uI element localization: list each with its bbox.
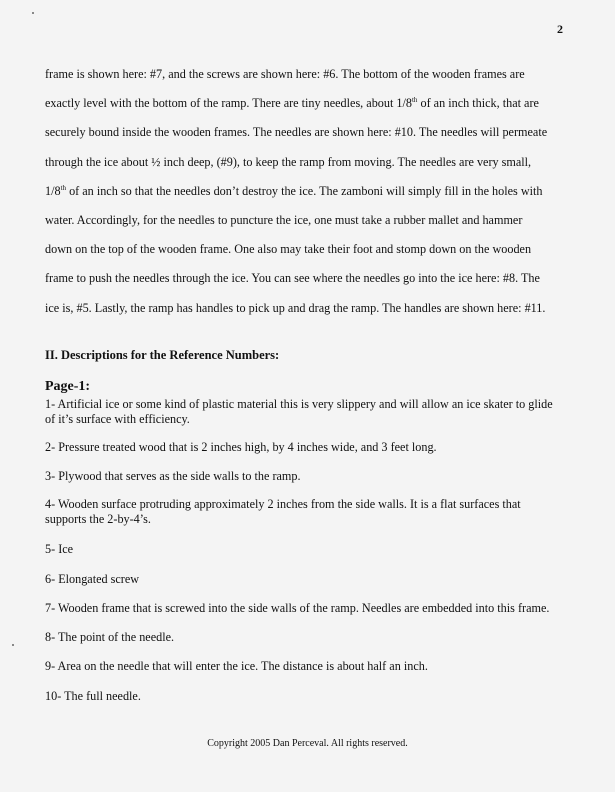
reference-item	[45, 572, 585, 587]
reference-item-line: 9- Area on the needle that will enter the ice. The distance is about half an inch.	[45, 659, 428, 673]
paragraph-line: frame is shown here: #7, and the screws are shown here: #6. The bottom of the wooden frames are	[45, 67, 525, 81]
reference-item	[45, 440, 585, 455]
paragraph-line: exactly level with the bottom of the ramp. There are tiny needles, about 1/8th of an inch thick, that are	[45, 96, 539, 111]
scan-speck	[12, 644, 14, 646]
reference-item	[45, 469, 585, 484]
reference-item-line: 10- The full needle.	[45, 689, 141, 703]
scan-speck	[32, 12, 34, 14]
reference-item-line: 2- Pressure treated wood that is 2 inches high, by 4 inches wide, and 3 feet long.	[45, 440, 437, 454]
reference-item	[45, 497, 585, 527]
reference-item-line: 7- Wooden frame that is screwed into the side walls of the ramp. Needles are embedded into this frame.	[45, 601, 550, 615]
page-heading: Page-1:	[45, 379, 91, 394]
body-paragraph	[45, 60, 575, 323]
reference-item	[45, 630, 585, 645]
reference-item-line: 5- Ice	[45, 542, 74, 556]
reference-item-line: 8- The point of the needle.	[45, 630, 175, 644]
reference-item-line: of it’s surface with efficiency.	[45, 412, 190, 426]
reference-item	[45, 601, 585, 616]
paragraph-line: 1/8th of an inch so that the needles don’t destroy the ice. The zamboni will simply fill in the holes with	[45, 183, 543, 198]
paragraph-line: water. Accordingly, for the needles to puncture the ice, one must take a rubber mallet and hammer	[45, 213, 523, 228]
reference-item	[45, 542, 585, 557]
reference-item-line: supports the 2-by-4’s.	[45, 512, 151, 526]
paragraph-line: ice is, #5. Lastly, the ramp has handles to pick up and drag the ramp. The handles are shown here: #11.	[45, 300, 546, 315]
paragraph-line: securely bound inside the wooden frames. The needles are shown here: #10. The needles will permeate	[45, 125, 548, 140]
paragraph-line: down on the top of the wooden frame. One also may take their foot and stomp down on the wooden	[45, 242, 532, 257]
reference-item-line: 4- Wooden surface protruding approximately 2 inches from the side walls. It is a flat surfaces that	[45, 497, 521, 511]
copyright-notice: Copyright 2005 Dan Perceval. All rights reserved.	[207, 738, 408, 749]
reference-item	[45, 689, 585, 704]
reference-item-line: 3- Plywood that serves as the side walls to the ramp.	[45, 469, 301, 483]
section-heading: II. Descriptions for the Reference Numbers:	[45, 348, 280, 362]
reference-item-line: 6- Elongated screw	[45, 572, 140, 586]
reference-item	[45, 659, 585, 674]
paragraph-line: through the ice about ½ inch deep, (#9), to keep the ramp from moving. The needles are very small,	[45, 154, 532, 169]
reference-item	[45, 397, 585, 427]
page-number: 2	[557, 22, 563, 36]
reference-item-line: 1- Artificial ice or some kind of plastic material this is very slippery and will allow an ice skater to glide	[45, 397, 553, 411]
paragraph-line: frame to push the needles through the ice. You can see where the needles go into the ice here: #8. The	[45, 271, 540, 286]
